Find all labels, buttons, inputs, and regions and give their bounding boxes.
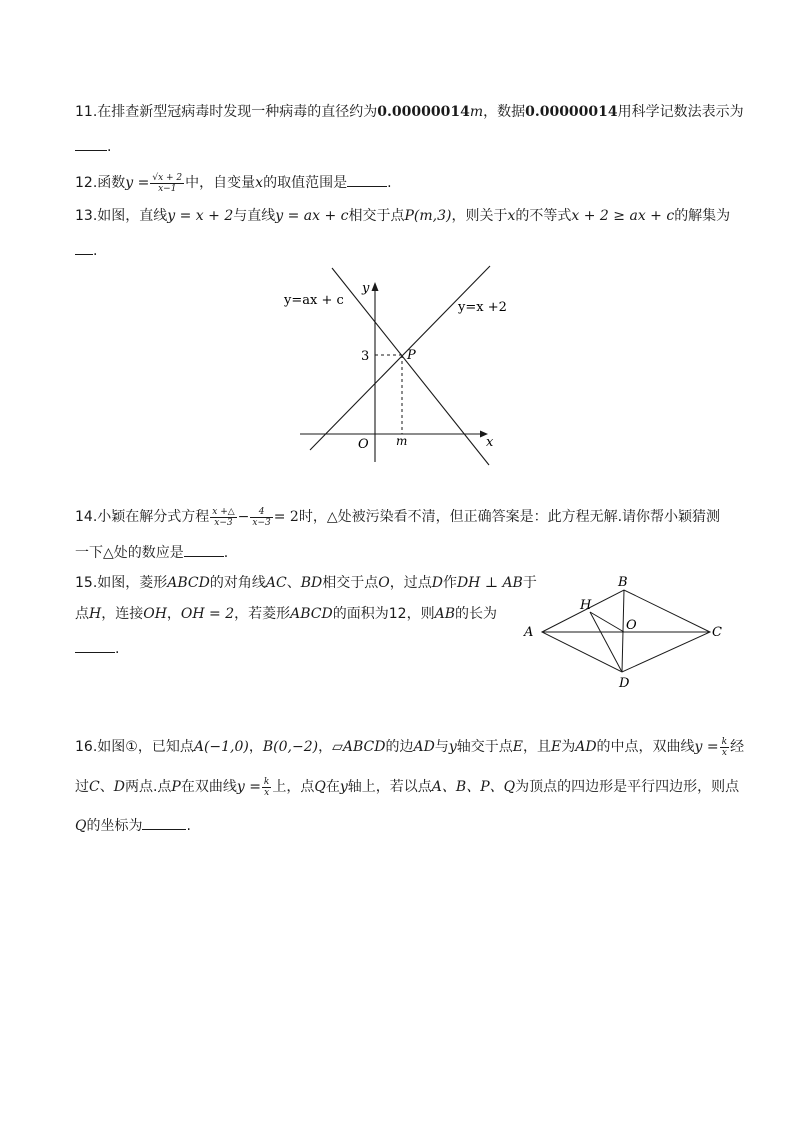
fraction-denominator: x (264, 787, 270, 798)
q11-period: . (107, 139, 112, 155)
q13-text: 与直线 (233, 208, 276, 224)
q16-text: 在双曲线 (180, 779, 237, 795)
fraction-numerator: k (721, 736, 728, 747)
q16-period: . (186, 818, 191, 834)
q12-math: x (255, 175, 264, 191)
q16-math: A、B、P、Q (431, 779, 516, 795)
line-y-ax-plus-c (332, 268, 489, 465)
q16-fraction-k-over-x (720, 737, 729, 758)
q13-text: ，则关于 (451, 208, 508, 224)
q15-math: DH ⊥ AB (456, 575, 523, 591)
q14-math: = 2 (273, 509, 299, 525)
q15-math: ABCD (167, 575, 210, 591)
q13-period: . (93, 243, 98, 259)
q15-line2 (75, 604, 497, 624)
q15-math: OH (143, 606, 167, 622)
point-p-label: P (407, 348, 416, 363)
q12-text: 的取值范围是 (263, 175, 348, 191)
q15-math: O (378, 575, 390, 591)
q11-unit: m (469, 104, 484, 120)
q15-text: ，过点 (389, 575, 432, 591)
q15-text: 点 (75, 606, 89, 622)
q15-text: 于 (522, 575, 537, 591)
q12-text: 12.函数 (75, 175, 126, 191)
answer-blank[interactable] (75, 240, 93, 255)
q12-text: 中，自变量 (185, 175, 256, 191)
q14-math: − (237, 509, 250, 525)
q11-text: ，数据 (483, 104, 526, 120)
q11-text: 11.在排查新型冠病毒时发现一种病毒的直径约为 (75, 104, 378, 120)
q12-math: y = (125, 175, 150, 191)
q13-text: 的不等式 (515, 208, 572, 224)
q16-math: Q (75, 818, 87, 834)
q14-text: 一下△处的数应是 (75, 545, 184, 561)
q13-math: y = x + 2 (167, 208, 234, 224)
q15-text: 的对角线 (209, 575, 266, 591)
q16-text: ， (248, 739, 263, 755)
q16-text: 的坐标为 (86, 818, 143, 834)
q14-text: 时，△处被污染看不清，但正确答案是：此方程无解.请你帮小颖猜测 (298, 509, 721, 525)
q11-number: 0.00000014 (525, 104, 618, 120)
q11-line1 (75, 102, 744, 122)
q14-line2 (75, 542, 228, 563)
point-h-label: H (580, 598, 592, 613)
q16-math: D (113, 779, 125, 795)
answer-blank[interactable] (75, 638, 115, 653)
tick-y-3: 3 (361, 349, 370, 364)
q16-text: 两点.点 (124, 779, 172, 795)
answer-blank[interactable] (75, 136, 107, 151)
q16-text: 16.如图①，已知点 (75, 739, 194, 755)
q16-math: Q (314, 779, 326, 795)
y-axis-label: y (362, 281, 370, 296)
q15-line3 (75, 638, 119, 659)
q11-line2 (75, 136, 111, 157)
q15-figure (518, 574, 728, 692)
answer-blank[interactable] (142, 815, 186, 830)
q14-text: 14.小颖在解分式方程 (75, 509, 210, 525)
q14-period: . (223, 545, 229, 561)
q12-line (75, 170, 392, 196)
q16-math: AD (413, 739, 435, 755)
fraction-numerator: √x + 2 (152, 172, 183, 183)
q15-math: AB (434, 606, 455, 622)
q16-text: 为顶点的四边形是平行四边形，则点 (515, 779, 740, 795)
q15-text: 15.如图，菱形 (75, 575, 168, 591)
q15-math: ABCD (290, 606, 333, 622)
q15-text: ，连接 (101, 606, 144, 622)
q13-figure (280, 262, 520, 472)
q15-text: 的长为 (454, 606, 497, 622)
q15-math: OH = 2 (180, 606, 235, 622)
q16-math: B(0,−2) (262, 739, 319, 755)
q13-text: 相交于点 (348, 208, 405, 224)
q15-text: 的面积为12，则 (332, 606, 435, 622)
vertex-c-label: C (712, 625, 722, 640)
q15-line1 (75, 573, 537, 593)
q14-line1 (75, 504, 720, 530)
y-axis-arrow (372, 282, 379, 291)
vertex-b-label: B (618, 575, 628, 590)
q16-text: ，▱ (318, 739, 343, 755)
q16-text: ，且 (522, 739, 551, 755)
tick-x-m: m (396, 434, 408, 448)
q16-math: y (448, 739, 457, 755)
q15-math: AC (265, 575, 287, 591)
q13-math: P(m,3) (404, 208, 452, 224)
q16-fraction-k-over-x (262, 777, 271, 798)
q15-text: ，若菱形 (234, 606, 291, 622)
vertex-a-label: A (524, 625, 534, 640)
q16-text: 轴上，若以点 (347, 779, 432, 795)
fraction-denominator: x (721, 747, 727, 758)
fraction-numerator: 4 (250, 507, 272, 518)
fraction-denominator: x−3 (214, 517, 233, 528)
q11-text: 用科学记数法表示为 (617, 104, 744, 120)
q16-text: 、 (99, 779, 114, 795)
q16-math: C (89, 779, 100, 795)
fraction-denominator: x−1 (158, 183, 177, 194)
q13-text: 13.如图，直线 (75, 208, 168, 224)
q13-math: x (507, 208, 516, 224)
fraction-numerator: k (263, 776, 270, 787)
q16-line3 (75, 815, 191, 836)
q13-line2 (75, 240, 97, 261)
q14-fraction-2 (250, 507, 272, 528)
q15-math: BD (300, 575, 323, 591)
label-y-x-plus-2: y=x +2 (458, 300, 507, 315)
q12-fraction (150, 173, 184, 194)
origin-label: O (358, 437, 369, 452)
q16-math: y = (236, 779, 261, 795)
q14-fraction-1 (210, 507, 236, 528)
q13-line1 (75, 206, 730, 226)
q15-text: 相交于点 (322, 575, 379, 591)
q16-text: 在 (325, 779, 340, 795)
q13-math: y = ax + c (275, 208, 349, 224)
q16-text: 为 (561, 739, 576, 755)
vertex-d-label: D (619, 676, 630, 691)
q16-math: P (171, 779, 181, 795)
q16-math: AD (575, 739, 597, 755)
q13-math: x + 2 ≥ ax + c (571, 208, 675, 224)
q16-math: E (550, 739, 562, 755)
point-o-label: O (626, 618, 637, 633)
answer-blank[interactable] (184, 542, 224, 557)
q16-line2 (75, 774, 739, 800)
q16-text: 上，点 (272, 779, 315, 795)
q15-text: 作 (442, 575, 457, 591)
label-y-ax-plus-c: y=ax + c (284, 293, 344, 308)
q16-math: y = (694, 739, 719, 755)
fraction-denominator: x−3 (252, 517, 271, 528)
q16-text: 的边 (385, 739, 414, 755)
q16-text: 经 (730, 739, 745, 755)
q15-period: . (115, 641, 120, 657)
q16-math: A(−1,0) (193, 739, 249, 755)
q12-period: . (387, 175, 392, 191)
q11-number: 0.00000014 (377, 104, 470, 120)
q15-math: H (89, 606, 102, 622)
q15-text: ， (166, 606, 181, 622)
q16-math: ABCD (342, 739, 386, 755)
q13-text: 的解集为 (674, 208, 731, 224)
q16-line1 (75, 734, 744, 760)
q16-text: 与 (434, 739, 449, 755)
q16-text: 的中点，双曲线 (596, 739, 695, 755)
q15-math: D (431, 575, 443, 591)
q16-math: E (512, 739, 523, 755)
q16-text: 轴交于点 (456, 739, 513, 755)
answer-blank[interactable] (347, 172, 387, 187)
x-axis-label: x (486, 435, 494, 450)
q15-text: 、 (286, 575, 301, 591)
q16-math: y (339, 779, 348, 795)
q16-text: 过 (75, 779, 89, 795)
fraction-numerator: x +△ (212, 506, 235, 517)
